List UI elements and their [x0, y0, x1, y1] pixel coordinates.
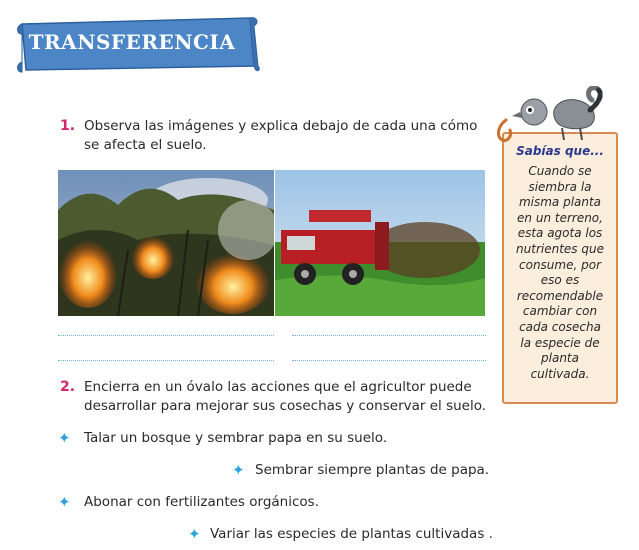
- option-3[interactable]: Abonar con fertilizantes orgánicos.: [84, 494, 319, 510]
- option-4[interactable]: Variar las especies de plantas cultivadas .: [210, 526, 493, 542]
- sabias-line: misma planta: [518, 195, 602, 210]
- star-icon: ✦: [232, 461, 245, 479]
- sabias-text: [510, 164, 610, 382]
- sabias-line: Cuando se: [528, 164, 592, 178]
- option-1[interactable]: Talar un bosque y sembrar papa en su suelo.: [84, 430, 388, 446]
- star-icon: ✦: [58, 493, 71, 511]
- sabias-line: cambiar con: [522, 304, 598, 319]
- forest-fire-photo: [58, 170, 274, 316]
- sabias-line: en un terreno,: [517, 210, 603, 225]
- question-1-number: 1.: [60, 118, 76, 134]
- banner-title: TRANSFERENCIA: [28, 30, 236, 54]
- answer-line-1a[interactable]: [58, 335, 274, 336]
- sabias-line: consume, por: [519, 257, 601, 272]
- sabias-line: nutrientes que: [516, 241, 604, 256]
- sabias-line: siembra la: [528, 179, 592, 194]
- answer-line-1b[interactable]: [58, 360, 274, 361]
- star-icon: ✦: [188, 525, 201, 543]
- question-1-line-2: se afecta el suelo.: [84, 137, 207, 153]
- lemur-mascot-icon: [492, 86, 604, 146]
- sabias-que-box: [502, 132, 618, 404]
- question-1-line-1: Observa las imágenes y explica debajo de cada una cómo: [84, 118, 478, 134]
- sabias-title: Sabías que...: [516, 144, 604, 158]
- sabias-line: planta: [541, 351, 579, 366]
- sabias-line: eso es: [540, 273, 580, 288]
- answer-line-2a[interactable]: [292, 335, 486, 336]
- sabias-line: cultivada.: [530, 366, 590, 381]
- question-2-number: 2.: [60, 379, 76, 395]
- sabias-line: cada cosecha: [519, 319, 601, 334]
- question-2-line-2: desarrollar para mejorar sus cosechas y conservar el suelo.: [84, 398, 487, 414]
- section-banner: [14, 14, 260, 70]
- tractor-photo: [275, 170, 485, 316]
- sabias-line: la especie de: [520, 335, 600, 350]
- answer-line-2b[interactable]: [292, 360, 486, 361]
- sabias-line: recomendable: [516, 288, 604, 303]
- sabias-line: esta agota los: [517, 226, 603, 241]
- star-icon: ✦: [58, 429, 71, 447]
- question-2-line-1: Encierra en un óvalo las acciones que el agricultor puede: [84, 379, 472, 395]
- option-2[interactable]: Sembrar siempre plantas de papa.: [255, 462, 490, 478]
